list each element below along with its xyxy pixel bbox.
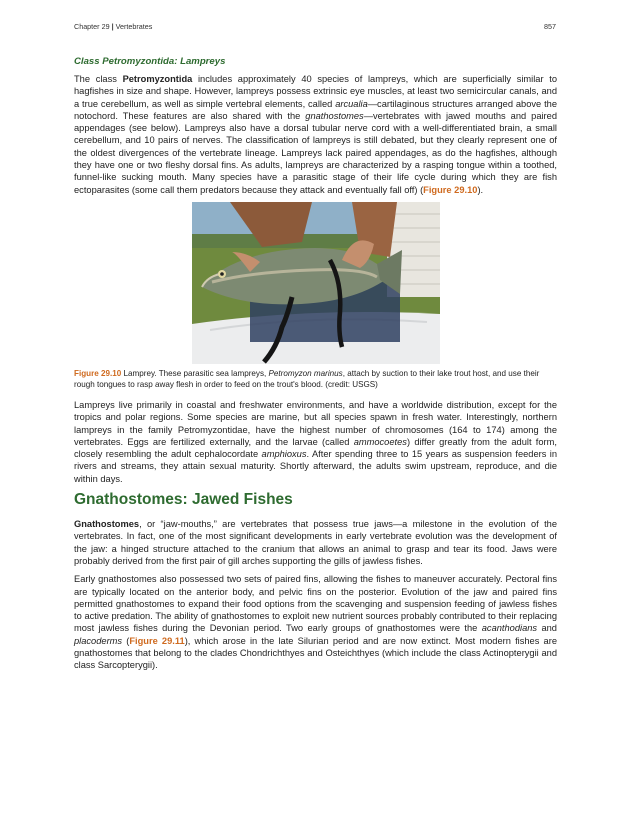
text-run: The class	[74, 74, 123, 84]
text-run: —cartilaginous structures arranged above the notochord. These features are also shared with the	[74, 98, 557, 121]
lampreys-heading: Class Petromyzontida: Lampreys	[74, 56, 226, 67]
text-run: —vertebrates with jawed mouths and paired appendages (see below). Lampreys also have a dorsal tubular nerve cord with a well-differentiated brain, a small cerebellum, and 10 pairs of nerves. The classification of lampreys is still debated, but they clearly represent one of the oldest divergences of the vertebrate lineage. Lampreys lack paired appendages, as do the hagfishes, although they have one or two fleshy dorsal fins. As adults, lampreys are characterized by a rasping tongue within a toothed, funnel-like sucking mouth. Many species have a parasitic stage of their life cycle during which they are fish ectoparasites (some call them predators because they attack and eventually fall off) (	[74, 110, 557, 195]
gnathostomes-paragraph-1	[74, 518, 557, 567]
term-acanthodians: acanthodians	[481, 623, 538, 634]
lampreys-paragraph-2	[74, 399, 557, 485]
lampreys-paragraph-1	[74, 73, 557, 196]
chapter-label: Chapter 29	[74, 22, 110, 31]
text-run: ), which arose in the late Silurian period and are now extinct. Most modern fishes are gnathostomes that belong to the clades Chondrichthyes and Osteichthyes (which include the class Actinopterygii and class Sarcopterygii).	[74, 635, 557, 671]
section-label: Vertebrates	[115, 22, 153, 31]
term-gnathostomes-bold: Gnathostomes	[74, 519, 140, 530]
lamprey-trout-photo	[192, 202, 440, 364]
page-content	[74, 56, 557, 678]
page-number: 857	[544, 22, 556, 31]
term-amphioxus: amphioxus	[261, 449, 307, 460]
figure-29-10-link[interactable]: Figure 29.10	[423, 184, 478, 195]
term-placoderms: placoderms	[74, 635, 123, 646]
text-run: Lamprey. These parasitic sea lampreys,	[121, 368, 269, 378]
text-run: includes approximately 40 species of lampreys, which are superficially similar to hagfishes in size and shape. However, lampreys possess extrinsic eye muscles, at least two semicircular canals, and a true cerebellum, as well as simple vertebral elements, called	[74, 74, 557, 109]
text-run: (	[122, 635, 130, 646]
figure-label: Figure 29.10	[74, 368, 122, 378]
term-petromyzontida: Petromyzontida	[122, 74, 193, 84]
lamprey-photo	[192, 202, 440, 364]
term-ammocoetes: ammocoetes	[353, 436, 407, 447]
running-header	[74, 22, 556, 36]
text-run: . After spending three to 15 years as suspension feeders in rivers and streams, they attain sexual maturity. Shortly afterward, the adults swim upstream, reproduce, and die within days.	[74, 449, 558, 484]
text-run: , attach by suction to their lake trout host, and use their rough tongues to rasp away flesh in order to feed on the trout's blood. (credit: USGS)	[74, 368, 540, 389]
header-separator: |	[111, 22, 114, 31]
term-gnathostomes: gnathostomes	[305, 110, 364, 121]
text-run: , or “jaw-mouths,” are vertebrates that possess true jaws—a milestone in the evolution of the vertebrates. In fact, one of the most significant developments in early vertebrate evolution was the development of the jaw: a hinged structure attached to the cranium that allows an animal to grasp and tear its food. Jaws were probably derived from the first pair of gill arches supporting the gills of jawless fishes.	[74, 519, 557, 566]
header-left	[74, 22, 152, 31]
gnathostomes-heading: Gnathostomes: Jawed Fishes	[74, 491, 293, 509]
text-run: ) differ greatly from the adult form, closely resembling the adult cephalocordate	[74, 436, 557, 460]
species-name: Petromyzon marinus	[268, 368, 343, 378]
text-run: ).	[477, 184, 484, 195]
text-run: Lampreys live primarily in coastal and freshwater environments, and have a worldwide distribution, except for the tropics and polar regions. Some species are marine, but all species spawn in fresh water. Interestingly, northern lampreys in the family Petromyzontidae, have the highest number of chromosomes (164 to 174) among the vertebrates. Eggs are fertilized externally, and the larvae (called	[74, 399, 557, 447]
text-run: and	[537, 623, 557, 634]
figure-29-11-link[interactable]: Figure 29.11	[129, 635, 185, 646]
term-arcualia: arcualia	[335, 98, 368, 109]
gnathostomes-paragraph-2	[74, 573, 557, 671]
text-run: Early gnathostomes also possessed two sets of paired fins, allowing the fishes to maneuver accurately. Pectoral fins are typically located on the anterior body, and pelvic fins on the posterior. Evolution of the jaw and paired fins permitted gnathostomes to expand their food options from the scavenging and suspension feeding of jawless fishes to active predation. The ability of gnathostomes to exploit new nutrient sources probably contributed to their replacing most jawless fishes during the Devonian period. Two early groups of gnathostomes were the	[74, 574, 557, 634]
figure-caption	[74, 368, 557, 390]
